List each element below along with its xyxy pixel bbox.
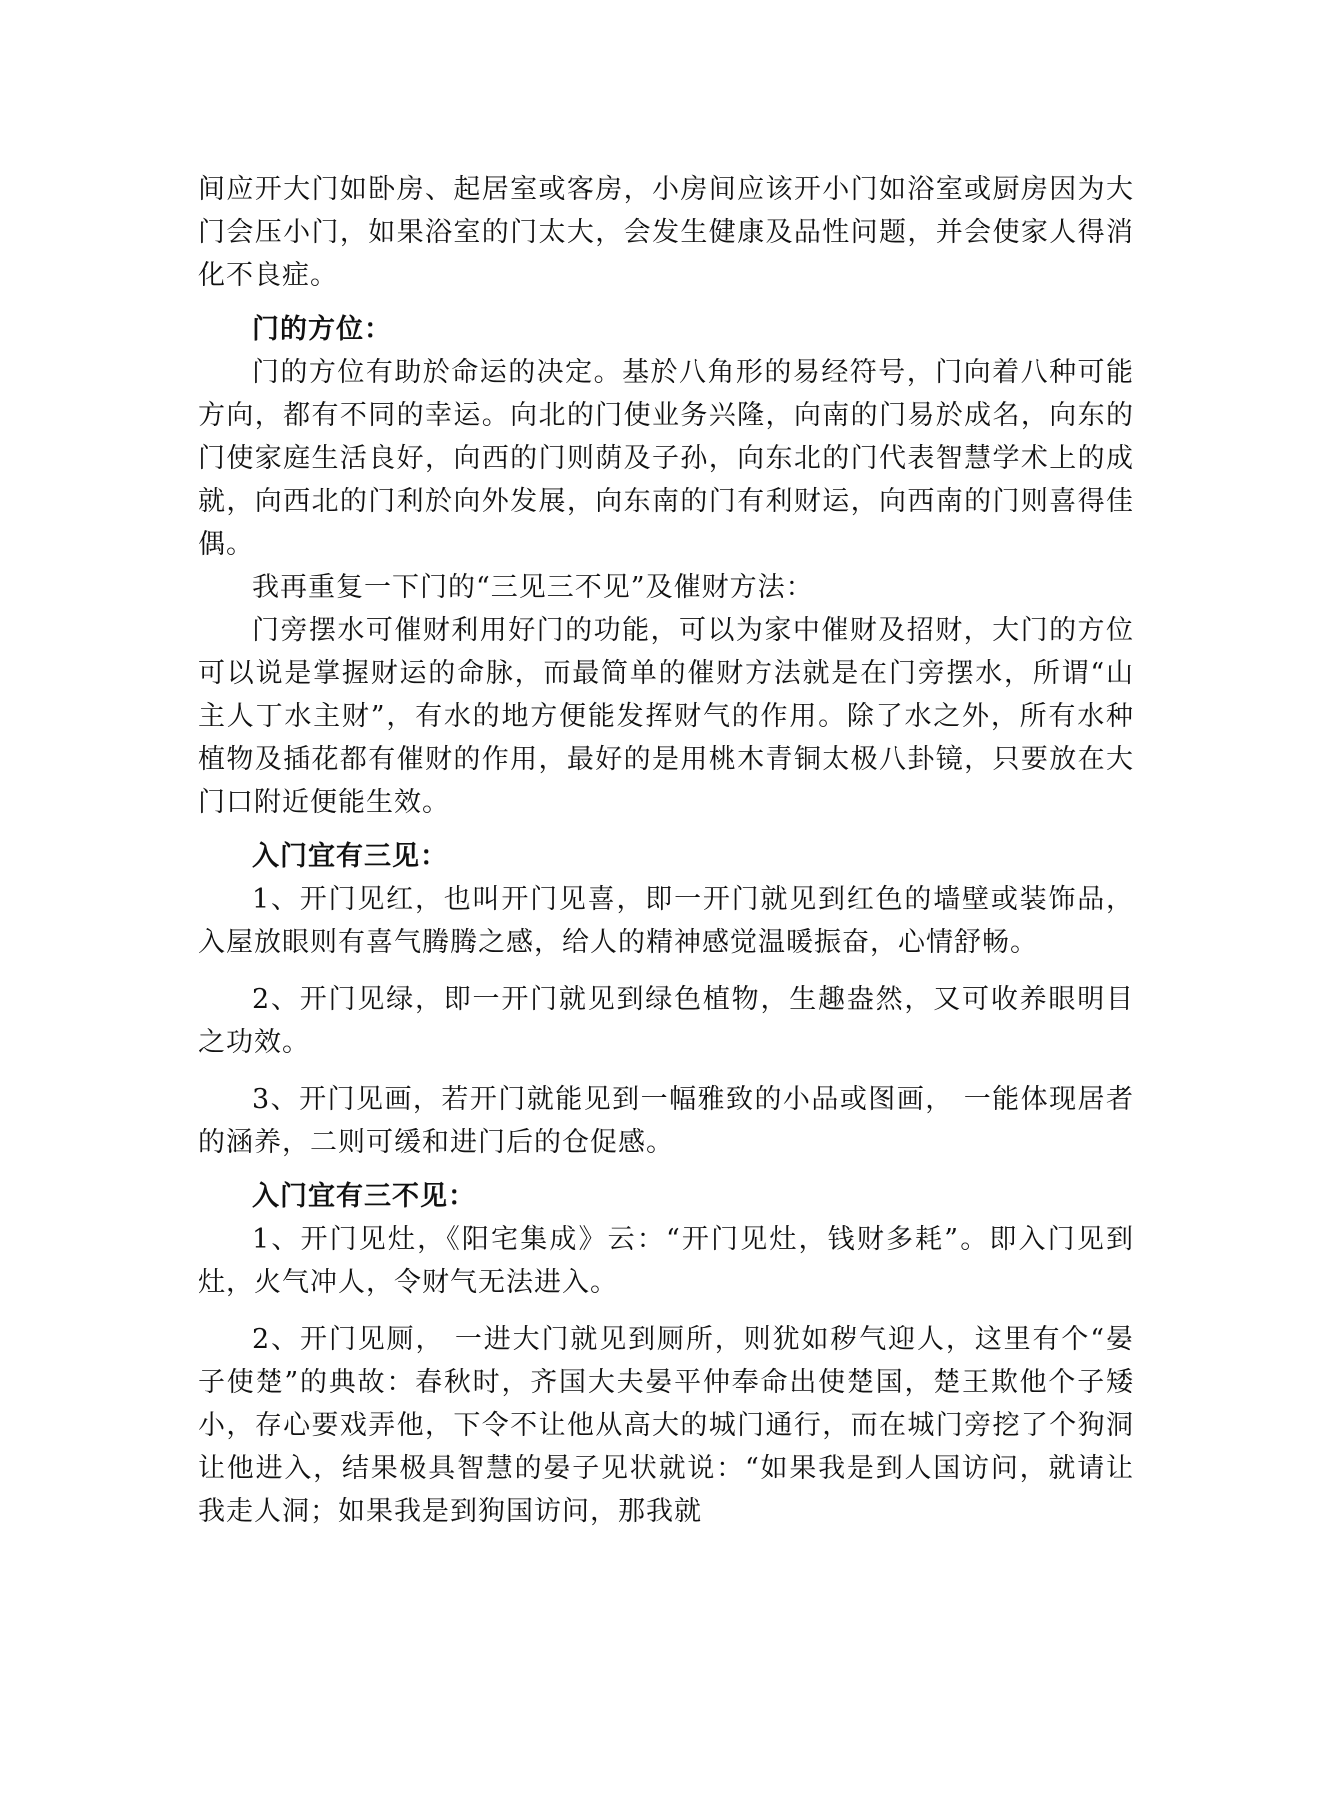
paragraph-see-stove: 1、开门见灶，《阳宅集成》云：“开门见灶，钱财多耗”。即入门见到灶，火气冲人，令财气无法进入。 <box>198 1224 1134 1298</box>
paragraph-repeat-intro: 我再重复一下门的“三见三不见”及催财方法： <box>252 572 814 603</box>
paragraph-see-toilet: 2、开门见厕， 一进大门就见到厕所，则犹如秽气迎人，这里有个“晏子使楚”的典故：春秋时，齐国大夫晏平仲奉命出使楚国，楚王欺他个子矮小，存心要戏弄他，下令不让他从高大的城门通行，而在城门旁挖了个狗洞让他进入，结果极具智慧的晏子见状就说：“如果我是到人国访问，就请让我走人洞；如果我是到狗国访问，那我就 <box>198 1324 1134 1527</box>
paragraph-see-painting: 3、开门见画，若开门就能见到一幅雅致的小品或图画， 一能体现居者的涵养，二则可缓和进门后的仓促感。 <box>198 1084 1134 1158</box>
heading-three-sees: 入门宜有三见： <box>252 841 448 872</box>
heading-three-not-sees: 入门宜有三不见： <box>252 1181 476 1212</box>
document-body <box>198 168 1134 1533</box>
heading-door-orientation: 门的方位： <box>252 314 392 345</box>
paragraph-door-orientation: 门的方位有助於命运的决定。基於八角形的易经符号，门向着八种可能方向，都有不同的幸运。向北的门使业务兴隆，向南的门易於成名，向东的门使家庭生活良好，向西的门则荫及子孙，向东北的门代表智慧学术上的成就，向西北的门利於向外发展，向东南的门有利财运，向西南的门则喜得佳偶。 <box>198 357 1134 560</box>
paragraph-wealth-method: 门旁摆水可催财利用好门的功能，可以为家中催财及招财，大门的方位可以说是掌握财运的命脉，而最简单的催财方法就是在门旁摆水，所谓“山主人丁水主财”，有水的地方便能发挥财气的作用。除了水之外，所有水种植物及插花都有催财的作用，最好的是用桃木青铜太极八卦镜，只要放在大门口附近便能生效。 <box>198 615 1134 818</box>
paragraph-doors-size: 间应开大门如卧房、起居室或客房，小房间应该开小门如浴室或厨房因为大门会压小门，如果浴室的门太大，会发生健康及品性问题，并会使家人得消化不良症。 <box>198 174 1134 291</box>
paragraph-see-green: 2、开门见绿，即一开门就见到绿色植物，生趣盎然，又可收养眼明目之功效。 <box>198 984 1134 1058</box>
paragraph-see-red: 1、开门见红，也叫开门见喜，即一开门就见到红色的墙壁或装饰品，入屋放眼则有喜气腾腾之感，给人的精神感觉温暖振奋，心情舒畅。 <box>198 884 1134 958</box>
